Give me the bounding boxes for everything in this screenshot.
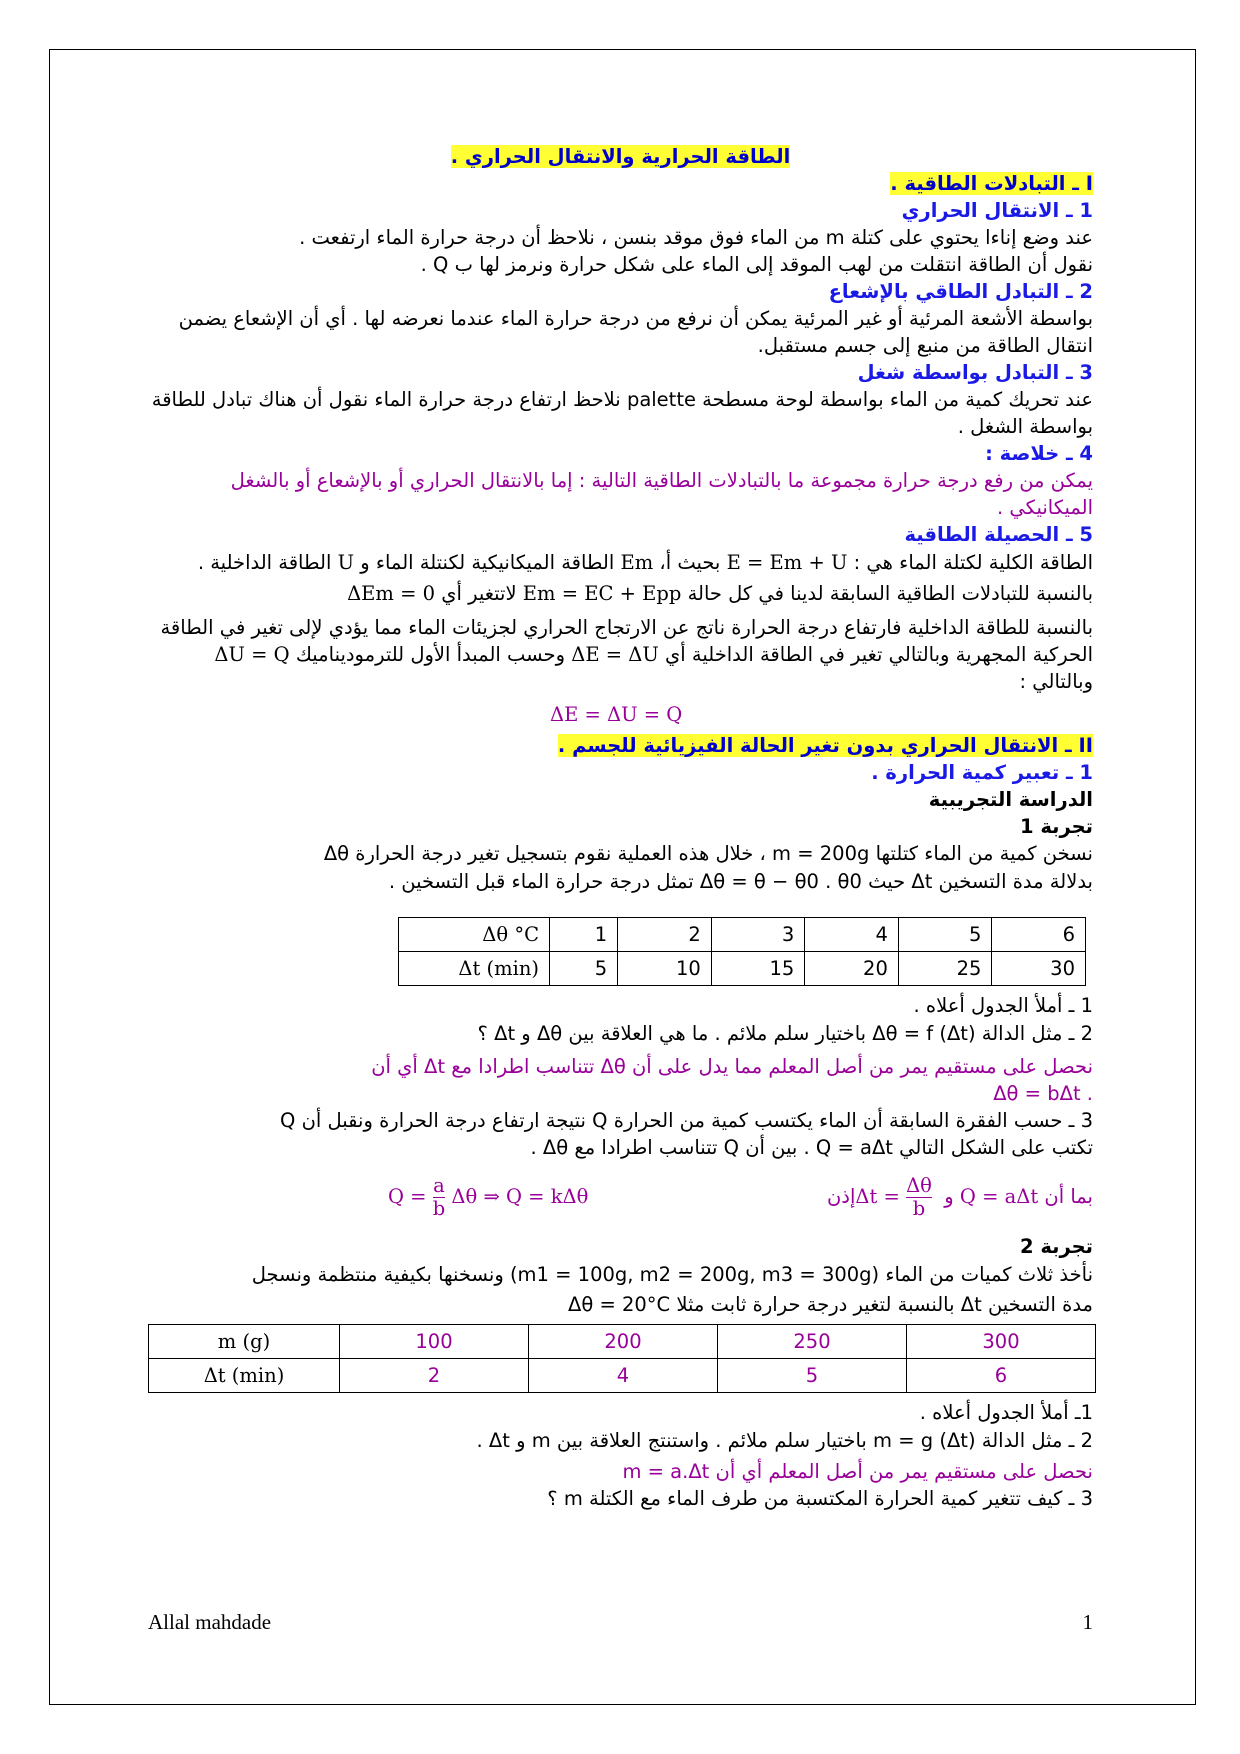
question: 3 ـ حسب الفقرة السابقة أن الماء يكتسب كمية من الحرارة Q نتيجة ارتفاع درجة الحرارة ونقبل أن Q — [280, 1109, 1093, 1132]
sub-heading-radiation: 2 ـ التبادل الطاقي بالإشعاع — [828, 280, 1093, 303]
row-label: Δt (min) — [399, 952, 550, 986]
table-cell: 250 — [718, 1325, 907, 1359]
proof-left-part: بما أن Q = aΔt و Δt = $\frac{\Delta\theta}{b}$ إذن — [826, 1173, 1093, 1220]
question: تكتب على الشكل التالي Q = aΔt . بين أن Q تتناسب اطرادا مع Δθ . — [530, 1136, 1093, 1159]
row-label: Δθ °C — [399, 918, 550, 952]
paragraph: نسخن كمية من الماء كتلتها m = 200g ، خلال هذه العملية نقوم بتسجيل تغير درجة الحرارة Δθ — [323, 842, 1093, 865]
paragraph: نقول أن الطاقة انتقلت من لهب الموقد إلى الماء على شكل حرارة ونرمز لها ب Q . — [420, 253, 1093, 276]
question: 1ـ أملأ الجدول أعلاه . — [919, 1401, 1093, 1424]
table-cell: 6 — [992, 918, 1086, 952]
answer: نحصل على مستقيم يمر من أصل المعلم أي أن m = a.Δt — [622, 1460, 1093, 1483]
experiment-1-heading: تجربة 1 — [1019, 815, 1093, 838]
question: 3 ـ كيف تتغير كمية الحرارة المكتسبة من طرف الماء مع الكتلة m ؟ — [547, 1487, 1093, 1510]
sub-heading-energy-balance: 5 ـ الحصيلة الطاقية — [904, 523, 1093, 546]
experimental-study-heading: الدراسة التجريبية — [928, 788, 1093, 811]
sub-heading-work: 3 ـ التبادل بواسطة شغل — [857, 361, 1093, 384]
sub-heading-conclusion: 4 ـ خلاصة : — [985, 442, 1093, 465]
table-cell: 100 — [340, 1325, 529, 1359]
table-cell: 15 — [711, 952, 805, 986]
sub-heading-thermal-transfer: 1 ـ الانتقال الحراري — [901, 199, 1093, 222]
row-label: Δt (min) — [149, 1359, 340, 1393]
table-cell: 300 — [907, 1325, 1096, 1359]
paragraph: عند تحريك كمية من الماء بواسطة لوحة مسطحة palette نلاحظ ارتفاع درجة حرارة الماء نقول أن هناك تبادل للطاقة بواسطة الشغل . — [151, 388, 1093, 438]
table-cell: 2 — [618, 918, 712, 952]
answer: نحصل على مستقيم يمر من أصل المعلم مما يدل على أن Δθ تتناسب اطرادا مع Δt أي أن — [371, 1055, 1093, 1078]
page-number: 1 — [1082, 1610, 1093, 1634]
energy-equation: ΔE = ΔU = Q — [550, 703, 683, 726]
paragraph: بواسطة الأشعة المرئية أو غير المرئية يمكن أن نرفع من درجة حرارة الماء عندما نعرضه لها . أي أن الإشعاع يضمن انتقال الطاقة من منبع إلى جسم مستقبل. — [178, 307, 1093, 357]
paragraph: بدلالة مدة التسخين Δt حيث Δθ = θ − θ0 . θ0 تمثل درجة حرارة الماء قبل التسخين . — [388, 870, 1093, 893]
table-cell: 10 — [618, 952, 712, 986]
table-cell: 5 — [718, 1359, 907, 1393]
paragraph: عند وضع إناءا يحتوي على كتلة m من الماء فوق موقد بنسن ، نلاحظ أن درجة حرارة الماء ارتفعت . — [299, 226, 1093, 249]
answer: . Δθ = bΔt — [993, 1082, 1093, 1105]
paragraph: نأخذ ثلاث كميات من الماء (m1 = 100g, m2 = 200g, m3 = 300g) ونسخنها بكيفية منتظمة ونسجل — [251, 1263, 1093, 1286]
table-row — [399, 918, 1086, 952]
table-cell: 5 — [898, 918, 992, 952]
page-title: الطاقة الحرارية والانتقال الحراري . — [450, 145, 791, 168]
section-1-heading: I ـ التبادلات الطاقية . — [890, 172, 1093, 195]
table-row — [149, 1359, 1096, 1393]
question: 1 ـ أملأ الجدول أعلاه . — [913, 994, 1093, 1017]
paragraph-mechanical-energy: بالنسبة للتبادلات الطاقية السابقة لدينا في كل حالة Em = EC + Epp لاتتغير أي ΔEm = 0 — [347, 582, 1093, 605]
experiment-2-table — [148, 1324, 1096, 1393]
proof-equations — [148, 1171, 1093, 1223]
table-cell: 20 — [805, 952, 899, 986]
row-label: m (g) — [149, 1325, 340, 1359]
table-cell: 3 — [711, 918, 805, 952]
table-cell: 4 — [529, 1359, 718, 1393]
section-2-heading: II ـ الانتقال الحراري بدون تغير الحالة الفيزيائية للجسم . — [557, 734, 1093, 757]
question: 2 ـ مثل الدالة Δθ = f (Δt) باختيار سلم ملائم . ما هي العلاقة بين Δθ و Δt ؟ — [477, 1022, 1093, 1045]
paragraph-internal-energy: بالنسبة للطاقة الداخلية فارتفاع درجة الحرارة ناتج عن الارتجاج الحراري لجزيئات الماء مما يؤدي لإلى تغير في الطاقة الحركية المجهرية وبالتالي تغير في الطاقة الداخلية أي ΔE = ΔU وحسب المبدأ الأول للترموديناميك ΔU = Q وبالتالي : — [160, 616, 1093, 693]
paragraph-total-energy: الطاقة الكلية لكتلة الماء هي : E = Em + U بحيث أ، Em الطاقة الميكانيكية لكنتلة الماء و U الطاقة الداخلية . — [197, 551, 1093, 574]
fraction-eq: Δt = $\frac{\Delta\theta}{b}$ — [855, 1173, 932, 1220]
table-cell: 25 — [898, 952, 992, 986]
table-cell: 30 — [992, 952, 1086, 986]
table-cell: 6 — [907, 1359, 1096, 1393]
experiment-2-heading: تجربة 2 — [1019, 1235, 1093, 1258]
footer-author: Allal mahdade — [148, 1610, 272, 1634]
table-cell: 4 — [805, 918, 899, 952]
experiment-1-table — [398, 917, 1086, 986]
document-body — [148, 143, 1093, 1512]
table-cell: 200 — [529, 1325, 718, 1359]
table-cell: 2 — [340, 1359, 529, 1393]
paragraph: مدة التسخين Δt بالنسبة لتغير درجة حرارة ثابت مثلا Δθ = 20°C — [567, 1293, 1093, 1316]
conclusion-text: يمكن من رفع درجة حرارة مجموعة ما بالتبادلات الطاقية التالية : إما بالانتقال الحراري أو بالإشعاع أو بالشغل الميكانيكي . — [230, 469, 1093, 519]
sub-heading-heat-expression: 1 ـ تعبير كمية الحرارة . — [871, 761, 1093, 784]
table-row — [399, 952, 1086, 986]
table-cell: 5 — [550, 952, 618, 986]
question: 2 ـ مثل الدالة m = g (Δt) باختيار سلم ملائم . واستنتج العلاقة بين m و Δt . — [476, 1429, 1093, 1452]
table-cell: 1 — [550, 918, 618, 952]
table-row — [149, 1325, 1096, 1359]
proof-right-part: Q = $\frac{a}{b}$ Δθ ⇒ Q = kΔθ — [388, 1173, 589, 1220]
